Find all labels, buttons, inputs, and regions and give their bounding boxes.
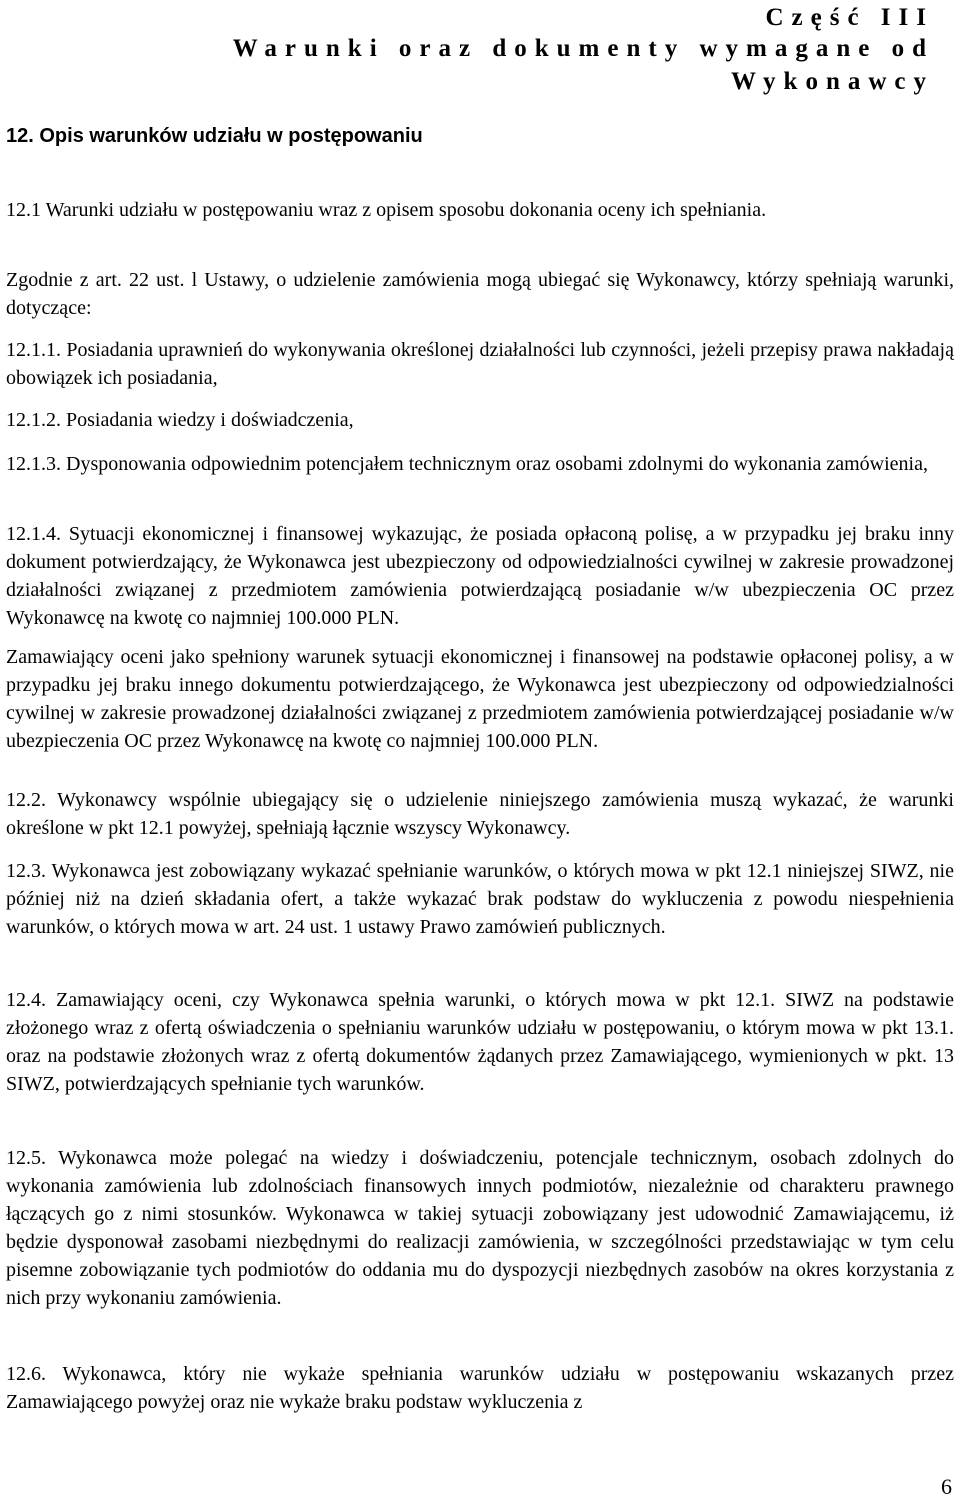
part-subheading-cont: Wykonawcy: [730, 68, 934, 95]
paragraph-12-1-4: 12.1.4. Sytuacji ekonomicznej i finansowej wykazując, że posiada opłaconą polisę, a w przypadku jej braku inny dokument potwierdzający, że Wykonawca jest ubezpieczony od odpowiedzialności cywilnej w zakresie prowadzonej działalności związanej z przedmiotem zamówienia potwierdzającą posiadanie w/w ubezpieczenia OC przez Wykonawcę na kwotę co najmniej 100.000 PLN.: [6, 523, 954, 629]
paragraph-zgodnie: Zgodnie z art. 22 ust. l Ustawy, o udzielenie zamówienia mogą ubiegać się Wykonawcy, którzy spełniają warunki, dotyczące:: [6, 269, 954, 319]
paragraph-12-1: 12.1 Warunki udziału w postępowaniu wraz z opisem sposobu dokonania oceny ich spełniania.: [6, 199, 767, 221]
paragraph-12-2: 12.2. Wykonawcy wspólnie ubiegający się o udzielenie niniejszego zamówienia muszą wykazać, że warunki określone w pkt 12.1 powyżej, spełniają łącznie wszyscy Wykonawcy.: [6, 789, 954, 839]
paragraph-12-1-2: 12.1.2. Posiadania wiedzy i doświadczenia,: [6, 409, 354, 431]
paragraph-12-6: 12.6. Wykonawca, który nie wykaże spełniania warunków udziału w postępowaniu wskazanych przez Zamawiającego powyżej oraz nie wykaże braku podstaw wykluczenia z: [6, 1363, 954, 1413]
section-title: 12. Opis warunków udziału w postępowaniu: [6, 125, 423, 147]
paragraph-12-1-3: 12.1.3. Dysponowania odpowiednim potencjałem technicznym oraz osobami zdolnymi do wykonania zamówienia,: [6, 453, 928, 475]
part-subheading: Warunki oraz dokumenty wymagane od: [232, 35, 934, 62]
paragraph-zamawiajacy: Zamawiający oceni jako spełniony warunek sytuacji ekonomicznej i finansowej na podstawie opłaconej polisy, a w przypadku jej braku innego dokumentu potwierdzającego, że Wykonawca jest ubezpieczony od odpowiedzialności cywilnej w zakresie prowadzonej działalności związanej z przedmiotem zamówienia potwierdzającej posiadanie w/w ubezpieczenia OC przez Wykonawcę na kwotę co najmniej 100.000 PLN.: [6, 646, 954, 752]
paragraph-12-3: 12.3. Wykonawca jest zobowiązany wykazać spełnianie warunków, o których mowa w pkt 12.1 niniejszej SIWZ, nie później niż na dzień składania ofert, a także wykazać brak podstaw do wykluczenia z powodu niespełnienia warunków, o których mowa w art. 24 ust. 1 ustawy Prawo zamówień publicznych.: [6, 860, 954, 938]
part-heading: Część III: [765, 4, 934, 31]
paragraph-12-1-1: 12.1.1. Posiadania uprawnień do wykonywania określonej działalności lub czynności, jeżeli przepisy prawa nakładają obowiązek ich posiadania,: [6, 339, 954, 389]
page-number: 6: [941, 1474, 952, 1499]
paragraph-12-5: 12.5. Wykonawca może polegać na wiedzy i doświadczeniu, potencjale technicznym, osobach zdolnych do wykonania zamówienia lub zdolnościach finansowych innych podmiotów, niezależnie od charakteru prawnego łączących go z nimi stosunków. Wykonawca w takiej sytuacji zobowiązany jest udowodnić Zamawiającemu, iż będzie dysponował zasobami niezbędnymi do realizacji zamówienia, w szczególności przedstawiając w tym celu pisemne zobowiązanie tych podmiotów do oddania mu do dyspozycji niezbędnych zasobów na okres korzystania z nich przy wykonaniu zamówienia.: [6, 1147, 954, 1309]
paragraph-12-4: 12.4. Zamawiający oceni, czy Wykonawca spełnia warunki, o których mowa w pkt 12.1. SIWZ na podstawie złożonego wraz z ofertą oświadczenia o spełnianiu warunków udziału w postępowaniu, o którym mowa w pkt 13.1. oraz na podstawie złożonych wraz z ofertą dokumentów żądanych przez Zamawiającego, wymienionych w pkt. 13 SIWZ, potwierdzających spełnianie tych warunków.: [6, 989, 954, 1095]
